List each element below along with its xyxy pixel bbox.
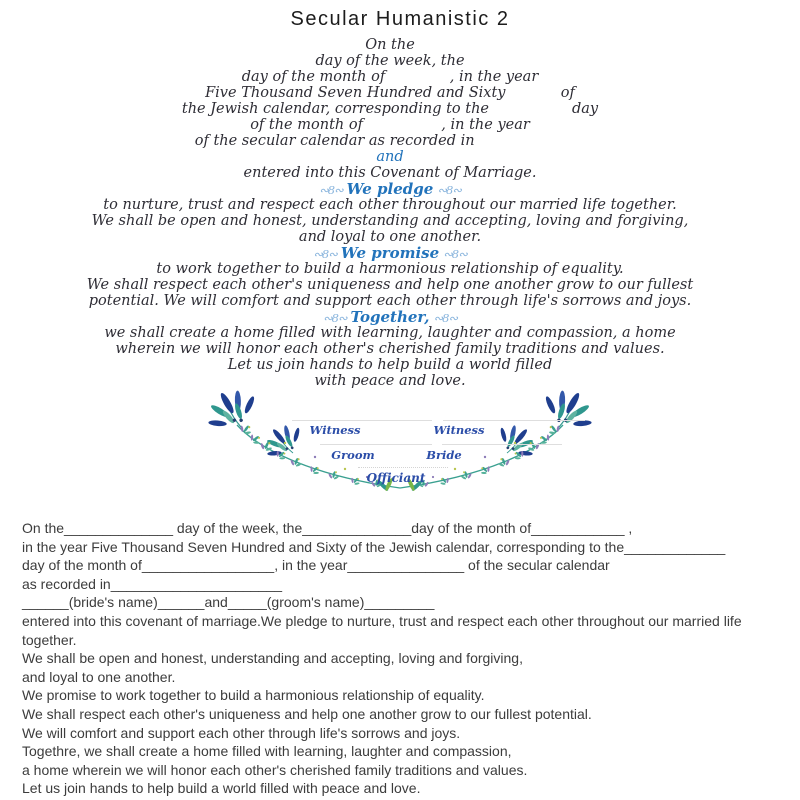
cert-line: entered into this Covenant of Marriage.: [243, 165, 537, 181]
cert-line: We shall respect each other's uniqueness and help one another grow to our fullest: [86, 277, 694, 293]
witness-right-label: Witness: [433, 423, 485, 437]
cert-heading-label: We pledge: [346, 180, 434, 198]
witness-right-signature-line: [443, 420, 585, 421]
cert-heading-label: Together,: [350, 308, 430, 326]
cert-line: day of the month of , in the year: [241, 69, 539, 85]
cert-line: with peace and love.: [314, 373, 466, 389]
bride-label: Bride: [426, 448, 462, 462]
cert-line: we shall create a home filled with learning, laughter and compassion, a home: [104, 325, 676, 341]
cert-heading-label: We promise: [340, 244, 440, 262]
plain-text-line: We promise to work together to build a harmonious relationship of equality.: [22, 687, 485, 704]
plain-text-line: day of the month of_________________, in the year_______________ of the secular calendar: [22, 557, 610, 574]
flourish-ornament-icon: ∾8∾: [437, 183, 461, 197]
flourish-ornament-icon: ∾8∾: [319, 183, 343, 197]
cert-line: to work together to build a harmonious relationship of equality.: [156, 261, 624, 277]
cert-heading-we-pledge: [0, 181, 780, 197]
plain-text-line: ______(bride's name)______and_____(groom's name)_________: [22, 594, 435, 611]
cert-line: Five Thousand Seven Hundred and Sixty of: [205, 85, 575, 101]
plain-text-line: in the year Five Thousand Seven Hundred and Sixty of the Jewish calendar, corresponding to the_____________: [22, 538, 726, 555]
groom-signature-line: [320, 444, 432, 445]
cert-line: day of the week, the: [315, 53, 465, 69]
certificate-text-block: [0, 37, 780, 389]
cert-line-and: and: [376, 149, 404, 165]
cert-line: the Jewish calendar, corresponding to the day: [181, 101, 599, 117]
flourish-ornament-icon: ∾8∾: [322, 311, 347, 325]
cert-line: potential. We will comfort and support each other through life's sorrows and joys.: [88, 293, 692, 309]
plain-text-line: together.: [22, 631, 77, 648]
flourish-ornament-icon: ∾8∾: [443, 247, 467, 261]
plain-text-line: a home wherein we will honor each other's cherished family traditions and values.: [22, 761, 528, 778]
plain-text-line: Togethre, we shall create a home filled with learning, laughter and compassion,: [22, 743, 512, 760]
cert-heading-we-promise: [0, 245, 780, 261]
cert-line: and loyal to one another.: [298, 229, 482, 245]
plain-text-block: [22, 519, 792, 798]
plain-text-line: entered into this covenant of marriage.We pledge to nurture, trust and respect each other throughout our married life: [22, 612, 742, 629]
groom-label: Groom: [331, 448, 375, 462]
plain-text-line: and loyal to one another.: [22, 668, 176, 685]
cert-line: On the: [365, 37, 415, 53]
cert-line: wherein we will honor each other's cherished family traditions and values.: [115, 341, 665, 357]
officiant-signature-line: [358, 467, 448, 468]
bride-signature-line: [442, 444, 562, 445]
plain-text-line: We will comfort and support each other through life's sorrows and joys.: [22, 724, 461, 741]
witness-left-signature-line: [292, 420, 432, 421]
cert-line: to nurture, trust and respect each other throughout our married life together.: [103, 197, 677, 213]
cert-line: Let us join hands to help build a world filled: [227, 357, 553, 373]
plain-text-line: We shall be open and honest, understanding and accepting, loving and forgiving,: [22, 650, 523, 667]
plain-text-line: We shall respect each other's uniqueness and help one another grow to our fullest potential.: [22, 705, 592, 722]
plain-text-line: Let us join hands to help build a world filled with peace and love.: [22, 780, 421, 797]
plain-text-line: On the______________ day of the week, the______________day of the month of____________ ,: [22, 520, 633, 536]
cert-line: of the secular calendar as recorded in: [194, 133, 586, 149]
cert-line: of the month of , in the year: [250, 117, 530, 133]
officiant-label: Officiant: [366, 471, 426, 485]
plain-text-line: as recorded in______________________: [22, 575, 283, 592]
cert-line: We shall be open and honest, understanding and accepting, loving and forgiving,: [91, 213, 689, 229]
page-title: Secular Humanistic 2: [290, 8, 510, 30]
flourish-ornament-icon: ∾8∾: [313, 247, 337, 261]
cert-heading-together: [0, 309, 780, 325]
witness-left-label: Witness: [309, 423, 361, 437]
flourish-ornament-icon: ∾8∾: [433, 311, 458, 325]
